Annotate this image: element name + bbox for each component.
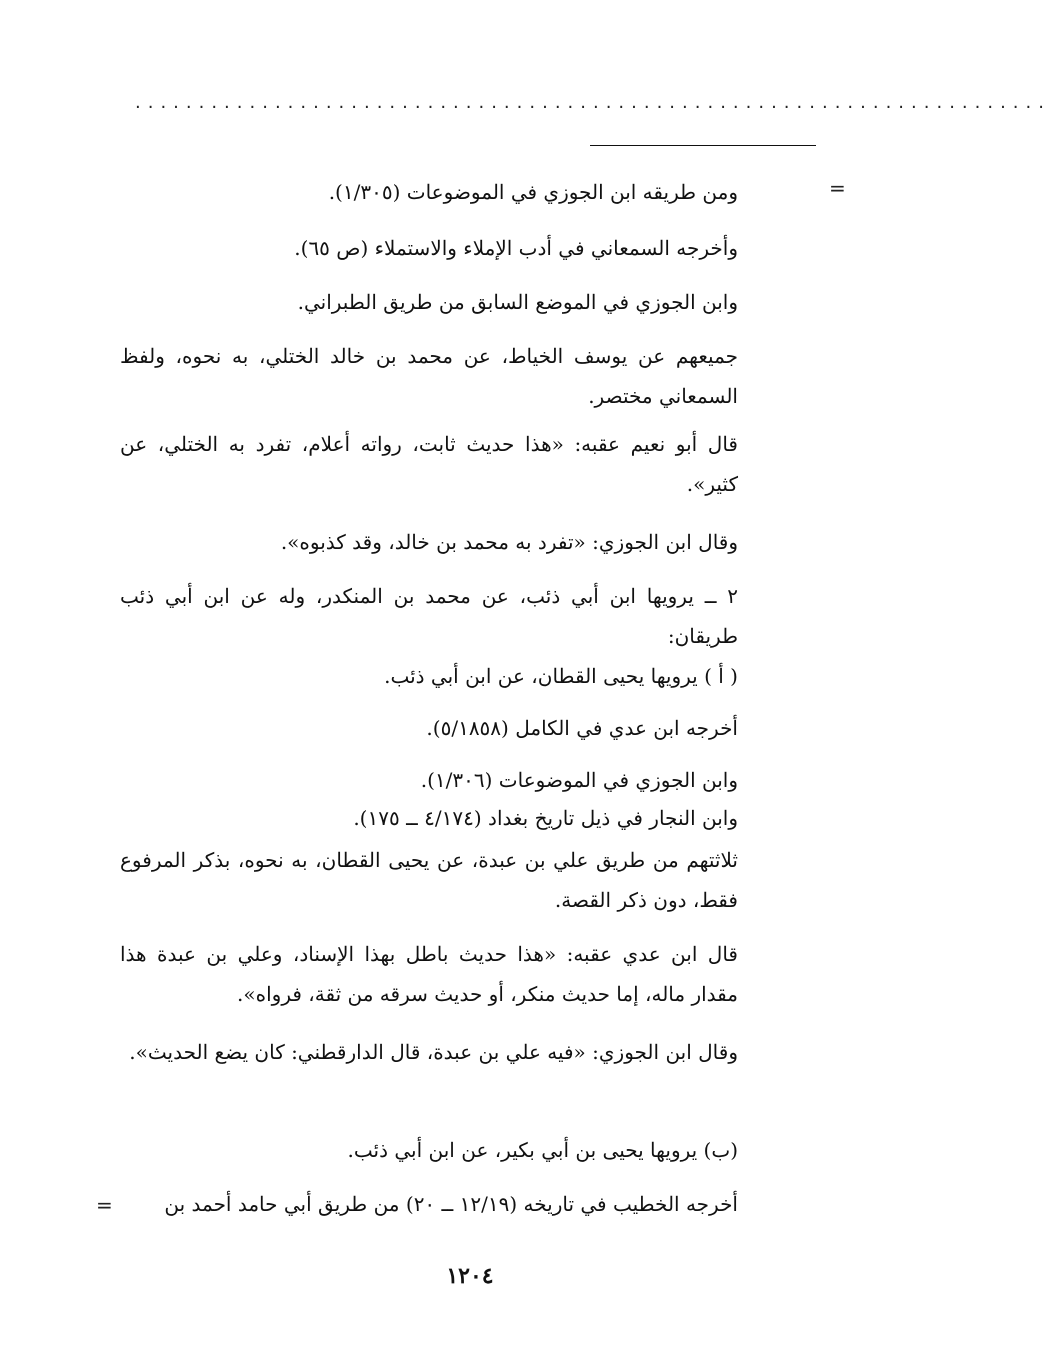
paragraph-16: أخرجه الخطيب في تاريخه (١٢/١٩ ــ ٢٠) من طريق أبي حامد أحمد بن [164,1192,738,1216]
paragraph-7: ٢ ــ يرويها ابن أبي ذئب، عن محمد بن المنكدر، وله عن ابن أبي ذئب طريقان: [120,584,738,648]
continuation-mark-bottom: = [96,1193,113,1217]
paragraph-9: أخرجه ابن عدي في الكامل (٥/١٨٥٨). [426,716,738,740]
paragraph-2: وأخرجه السمعاني في أدب الإملاء والاستملاء (ص ٦٥). [294,236,738,260]
paragraph-12: ثلاثتهم من طريق علي بن عبدة، عن يحيى القطان، به نحوه، بذكر المرفوع فقط، دون ذكر القصة. [120,848,738,912]
paragraph-8: ( أ ) يرويها يحيى القطان، عن ابن أبي ذئب. [384,664,738,688]
paragraph-13: قال ابن عدي عقبه: «هذا حديث باطل بهذا الإسناد، وعلي بن عبدة هذا مقدار ماله، إما حديث منكر، أو حديث سرقه من ثقة، فرواه». [120,942,738,1006]
paragraph-10: وابن الجوزي في الموضوعات (١/٣٠٦). [420,768,738,792]
page-number: ١٢٠٤ [446,1263,494,1289]
paragraph-11: وابن النجار في ذيل تاريخ بغداد (٤/١٧٤ ــ ١٧٥). [353,806,738,830]
paragraph-15: (ب) يرويها يحيى بن أبي بكير، عن ابن أبي ذئب. [347,1138,738,1162]
continuation-mark-top: = [829,176,846,200]
paragraph-1: ومن طريقه ابن الجوزي في الموضوعات (١/٣٠٥). [328,180,738,204]
paragraph-3: وابن الجوزي في الموضع السابق من طريق الطبراني. [297,290,738,314]
paragraph-5: قال أبو نعيم عقبه: «هذا حديث ثابت، رواته أعلام، تفرد به الختلي، عن كثير». [120,432,738,496]
paragraph-6: وقال ابن الجوزي: «تفرد به محمد بن خالد، وقد كذبوه». [280,530,738,554]
paragraph-14: وقال ابن الجوزي: «فيه علي بن عبدة، قال الدارقطني: كان يضع الحديث». [129,1040,738,1064]
header-dotted-line: ........................................................................ [135,92,1051,113]
footnote-separator-rule [590,145,816,146]
paragraph-4: جميعهم عن يوسف الخياط، عن محمد بن خالد الختلي، به نحوه، ولفظ السمعاني مختصر. [120,344,738,408]
